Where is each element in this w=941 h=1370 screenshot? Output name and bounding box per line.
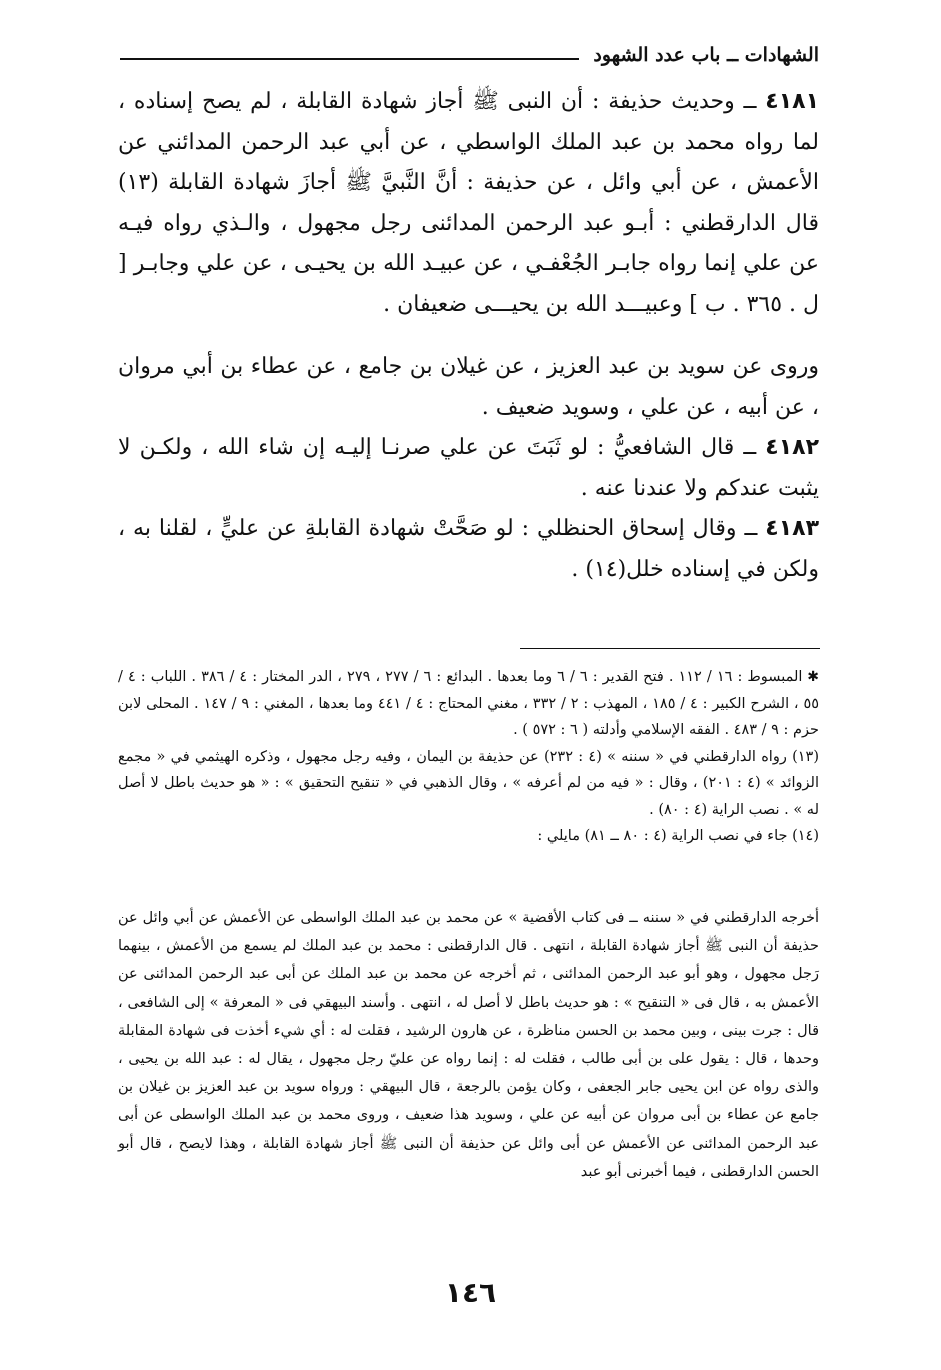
- footnote-separator: [520, 648, 820, 649]
- page-number: ١٤٦: [444, 1276, 497, 1309]
- quote-text: أخرجه الدارقطني في « سننه ــ فى كتاب الأقضية » عن محمد بن عبد الملك الواسطى عن الأعمش عن أبي وائل عن حذيفة أن النبى ﷺ أجاز شهادة القابلة ، انتهى . قال الدارقطنى : محمد بن عبد الملك لم يسمع من الأعمش ، بينهما رَجل مجهول ، وهو أبو عبد الرحمن المدائنى ، ثم أخرجه عن محمد بن عبد الملك عن أبى عبد الرحمن المدائنى عن الأعمش به ، قال فى « التنقيح » : هو حديث باطل لا أصل له ، انتهى . وأسند البيهقي فى « المعرفة » إلى الشافعى ، قال : جرت بينى ، وبين محمد بن الحسن مناظرة ، عن هارون الرشيد ، فقلت له : أي شيء أخذت فى شهادة المقابلة وحدها ، قال : يقول على بن أبى طالب ، فقلت له : إنما رواه عن عليّ رجل مجهول ، يقال له : عبد الله بن يحيى ، والذى رواه عن ابن يحيى جابر الجعفى ، وكان يؤمن بالرجعة ، قال البيهقي : ورواه سويد بن عبد العزيز بن غيلان بن جامع عن عطاء بن أبى مروان عن أبيه عن علي ، وسويد هذا ضعيف ، وروى محمد بن عبد الملك الواسطى عن أبى عبد الرحمن المدائنى عن الأعمش عن أبى وائل عن حذيفة أن النبى ﷺ أجاز شهادة القابلة ، وهذا لايصح ، قال أبو الحسن الدارقطنى ، فيما أخبرنى أبو عبد: [118, 910, 819, 1180]
- paragraph-4183: [118, 509, 819, 590]
- paragraph-text: ــ وحديث حذيفة : أن النبى ﷺ أجاز شهادة القابلة ، لم يصح إسناده ، لما رواه محمد بن عبد الملك الواسطي ، عن أبي عبد الرحمن المدائني عن الأعمش ، عن أبي وائل ، عن حذيفة : أنَّ النَّبيَّ ﷺ أجازَ شهادة القابلة (١٣) قال الدارقطني : أبـو عبد الرحمن المدائنى رجل مجهول ، والـذي رواه فيـه عن علي إنما رواه جابـر الجُعْفـي ، عن عبيـد الله بن يحيـى ، عن علي وجابـر [ ل . ٣٦٥ . ب ] وعبيـــد الله بن يحيـــى ضعيفان .: [118, 89, 819, 317]
- footnote-quote: [118, 904, 819, 1186]
- paragraph-text: ــ وقال إسحاق الحنظلي : لو صَحَّتْ شهادة القابلةِ عن عليٍّ ، لقلنا به ، ولكن في إسناده خلل(١٤) .: [118, 516, 819, 582]
- paragraph-text: ــ قال الشافعيُّ : لو ثَبَتَ عن علي صرنـا إليـه إن شاء الله ، ولكـن لا يثبت عندكم ولا عندنا عنه .: [118, 435, 819, 501]
- paragraph-narration: [118, 347, 819, 428]
- footnote-14: (١٤) جاء في نصب الراية (٤ : ٨٠ ــ ٨١) مايلي :: [537, 828, 819, 844]
- hadith-number: ٤١٨١: [765, 89, 819, 114]
- running-header: [120, 44, 819, 66]
- main-text: [118, 82, 819, 590]
- header-rule: [120, 58, 579, 60]
- footnotes: [118, 664, 819, 850]
- hadith-number: ٤١٨٢: [765, 435, 819, 460]
- paragraph-text: وروى عن سويد بن عبد العزيز ، عن غيلان بن جامع ، عن عطاء بن أبي مروان ، عن أبيه ، عن علي ، وسويد ضعيف .: [118, 354, 819, 420]
- footnote-13: (١٣) رواه الدارقطني في « سننه » (٤ : ٢٣٢) عن حذيفة بن اليمان ، وفيه رجل مجهول ، وذكره الهيثمي في « مجمع الزوائد » (٤ : ٢٠١) ، وقال : « فيه من لم أعرفه » ، وقال الذهبي في « تنقيح التحقيق » : « هو حديث باطل لا أصل له » . نصب الراية (٤ : ٨٠) .: [118, 748, 820, 818]
- asterisk-icon: ✱: [802, 669, 820, 685]
- hadith-number: ٤١٨٣: [765, 516, 820, 541]
- chapter-title: الشهادات ــ باب عدد الشهود: [593, 44, 819, 66]
- paragraph-4181: [118, 82, 819, 325]
- footnote-references: ✱ المبسوط : ١٦ / ١١٢ . فتح القدير : ٦ / ٦ وما بعدها . البدائع : ٦ / ٢٧٧ ، ٢٧٩ ، الدر المختار : ٤ / ٣٨٦ . اللباب : ٤ / ٥٥ ، الشرح الكبير : ٤ / ١٨٥ ، المهذب : ٢ / ٣٣٢ ، مغني المحتاج : ٤ / ٤٤١ وما بعدها ، المغني : ٩ / ١٤٧ . المحلى لابن حزم : ٩ / ٤٨٣ . الفقه الإسلامي وأدلته ( ٦ : ٥٧٢ ) .: [118, 669, 820, 738]
- paragraph-4182: [118, 428, 819, 509]
